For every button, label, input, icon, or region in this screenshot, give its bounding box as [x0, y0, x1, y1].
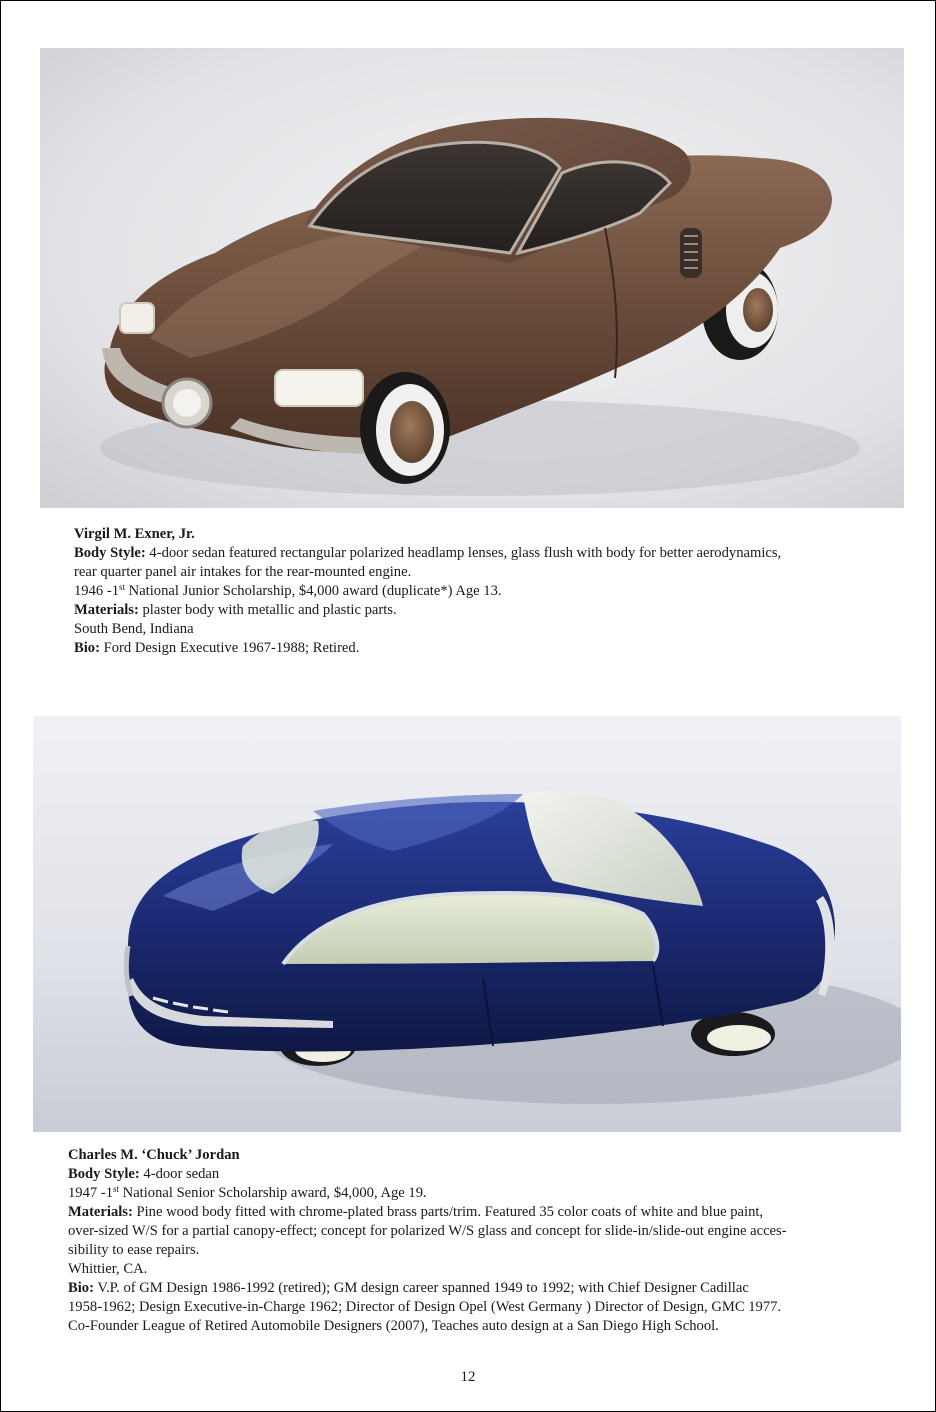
body-style-text-cont: rear quarter panel air intakes for the rear-mounted engine. [74, 564, 412, 580]
bio-text: Ford Design Executive 1967-1988; Retired. [103, 640, 360, 656]
designer-name: Virgil M. Exner, Jr. [74, 526, 195, 542]
materials-text: Pine wood body fitted with chrome-plated brass parts/trim. Featured 35 color coats of white and blue paint, [136, 1204, 764, 1220]
jordan-entry [68, 1146, 888, 1336]
body-style-label: Body Style: [74, 545, 146, 561]
body-style-text: 4-door sedan featured rectangular polarized headlamp lenses, glass flush with body for better aerodynamics, [149, 545, 782, 561]
award-text: National Senior Scholarship award, $4,000, Age 19. [119, 1185, 427, 1201]
award-ordinal: st [119, 582, 126, 592]
materials-label: Materials: [74, 602, 139, 618]
bio-label: Bio: [68, 1280, 94, 1296]
bio-label: Bio: [74, 640, 100, 656]
designer-name: Charles M. ‘Chuck’ Jordan [68, 1147, 240, 1163]
materials-text-cont: sibility to ease repairs. [68, 1242, 200, 1258]
brown-sedan-illustration [40, 48, 904, 508]
award [68, 1184, 888, 1203]
location: Whittier, CA. [68, 1261, 148, 1277]
exner-model-photo [40, 48, 904, 508]
body-style-text: 4-door sedan [143, 1166, 220, 1182]
jordan-model-photo [33, 716, 901, 1132]
bio-text: V.P. of GM Design 1986-1992 (retired); GM design career spanned 1949 to 1992; with Chief Designer Cadillac [97, 1280, 749, 1296]
body-style-label: Body Style: [68, 1166, 140, 1182]
bio [68, 1279, 888, 1298]
exner-entry [74, 525, 874, 658]
location: South Bend, Indiana [74, 621, 194, 637]
body-style [68, 1165, 888, 1184]
award-ordinal: st [113, 1184, 120, 1194]
award-text: National Junior Scholarship, $4,000 award (duplicate*) Age 13. [125, 583, 502, 599]
page-number: 12 [460, 1369, 476, 1385]
materials [68, 1203, 888, 1222]
award [74, 582, 874, 601]
blue-sedan-illustration [33, 716, 901, 1132]
bio [74, 639, 874, 658]
materials-text: plaster body with metallic and plastic parts. [142, 602, 397, 618]
body-style [74, 544, 874, 563]
bio-text-cont: 1958-1962; Design Executive-in-Charge 1962; Director of Design Opel (West Germany ) Director of Design, GMC 1977. [68, 1299, 782, 1315]
materials [74, 601, 874, 620]
award-year: 1947 -1 [68, 1185, 113, 1201]
bio-text-cont: Co-Founder League of Retired Automobile Designers (2007), Teaches auto design at a San Diego High School. [68, 1318, 719, 1334]
materials-label: Materials: [68, 1204, 133, 1220]
materials-text-cont: over-sized W/S for a partial canopy-effect; concept for polarized W/S glass and concept for slide-in/slide-out engine acces- [68, 1223, 787, 1239]
award-year: 1946 -1 [74, 583, 119, 599]
